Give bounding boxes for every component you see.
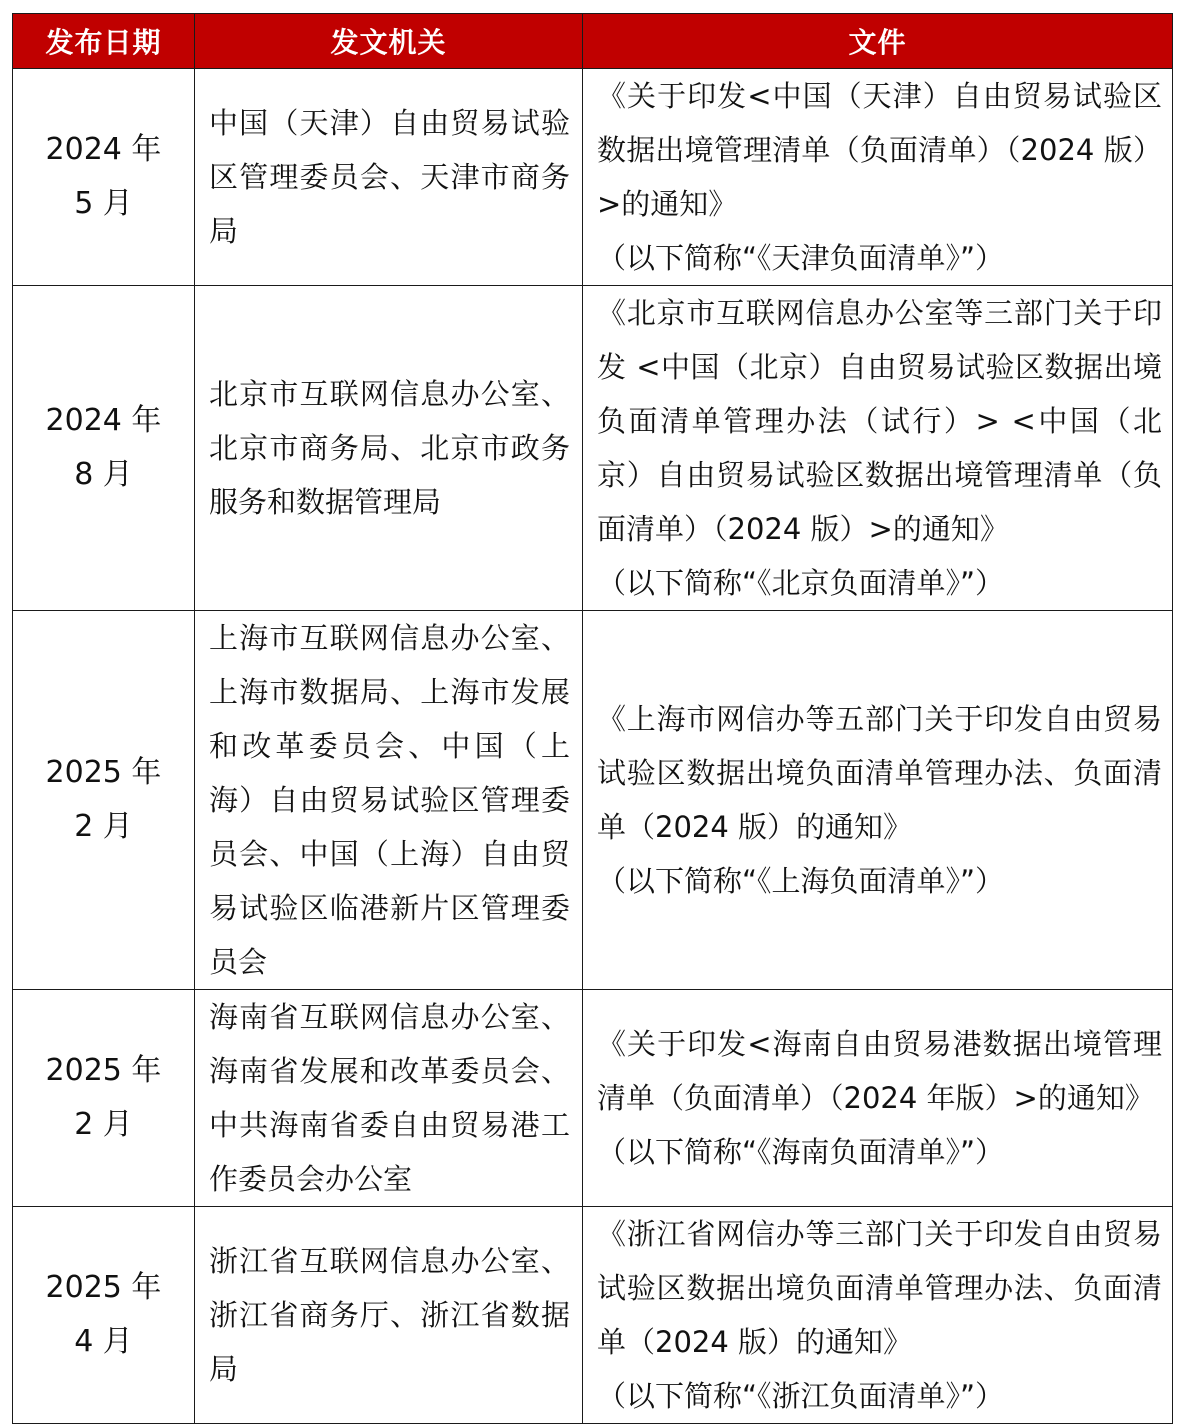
date-year: 2025 年 bbox=[45, 1053, 162, 1088]
date-month: 8 月 bbox=[74, 457, 133, 492]
date-month: 2 月 bbox=[74, 1107, 133, 1142]
org-cell: 海南省互联网信息办公室、海南省发展和改革委员会、中共海南省委自由贸易港工作委员会办公室 bbox=[195, 990, 583, 1207]
doc-title: 《上海市网信办等五部门关于印发自由贸易试验区数据出境负面清单管理办法、负面清单（2024 版）的通知》 bbox=[597, 702, 1162, 844]
table-row bbox=[13, 990, 1173, 1207]
date-month: 2 月 bbox=[74, 809, 133, 844]
table-row bbox=[13, 611, 1173, 990]
header-date: 发布日期 bbox=[13, 14, 195, 69]
org-cell: 北京市互联网信息办公室、北京市商务局、北京市政务服务和数据管理局 bbox=[195, 286, 583, 611]
doc-title: 《北京市互联网信息办公室等三部门关于印发 <中国（北京）自由贸易试验区数据出境负面清单管理办法（试行）> <中国（北京）自由贸易试验区数据出境管理清单（负面清单）（2024 版）>的通知》 bbox=[597, 296, 1162, 546]
table-row bbox=[13, 1207, 1173, 1424]
doc-cell bbox=[583, 611, 1173, 990]
doc-short-name: （以下简称“《天津负面清单》”） bbox=[597, 241, 1005, 275]
date-cell bbox=[13, 286, 195, 611]
org-cell: 中国（天津）自由贸易试验区管理委员会、天津市商务局 bbox=[195, 69, 583, 286]
org-cell: 上海市互联网信息办公室、上海市数据局、上海市发展和改革委员会、中国（上海）自由贸易试验区管理委员会、中国（上海）自由贸易试验区临港新片区管理委员会 bbox=[195, 611, 583, 990]
table-header-row bbox=[13, 14, 1173, 69]
doc-cell bbox=[583, 990, 1173, 1207]
table-row bbox=[13, 286, 1173, 611]
doc-short-name: （以下简称“《北京负面清单》”） bbox=[597, 566, 1005, 600]
date-year: 2025 年 bbox=[45, 755, 162, 790]
header-org: 发文机关 bbox=[195, 14, 583, 69]
date-year: 2024 年 bbox=[45, 403, 162, 438]
date-year: 2024 年 bbox=[45, 132, 162, 167]
header-doc: 文件 bbox=[583, 14, 1173, 69]
doc-cell bbox=[583, 1207, 1173, 1424]
date-month: 4 月 bbox=[74, 1324, 133, 1359]
doc-cell bbox=[583, 69, 1173, 286]
org-cell: 浙江省互联网信息办公室、浙江省商务厅、浙江省数据局 bbox=[195, 1207, 583, 1424]
doc-title: 《关于印发<海南自由贸易港数据出境管理清单（负面清单）（2024 年版）>的通知》 bbox=[597, 1027, 1162, 1115]
date-cell bbox=[13, 69, 195, 286]
date-cell bbox=[13, 611, 195, 990]
doc-short-name: （以下简称“《海南负面清单》”） bbox=[597, 1135, 1005, 1169]
doc-short-name: （以下简称“《浙江负面清单》”） bbox=[597, 1379, 1005, 1413]
doc-short-name: （以下简称“《上海负面清单》”） bbox=[597, 864, 1005, 898]
doc-title: 《关于印发<中国（天津）自由贸易试验区数据出境管理清单（负面清单）（2024 版）>的通知》 bbox=[597, 79, 1162, 221]
date-cell bbox=[13, 990, 195, 1207]
regulation-table bbox=[12, 13, 1173, 1424]
table-row bbox=[13, 69, 1173, 286]
date-year: 2025 年 bbox=[45, 1270, 162, 1305]
doc-title: 《浙江省网信办等三部门关于印发自由贸易试验区数据出境负面清单管理办法、负面清单（2024 版）的通知》 bbox=[597, 1217, 1162, 1359]
doc-cell bbox=[583, 286, 1173, 611]
date-cell bbox=[13, 1207, 195, 1424]
date-month: 5 月 bbox=[74, 186, 133, 221]
